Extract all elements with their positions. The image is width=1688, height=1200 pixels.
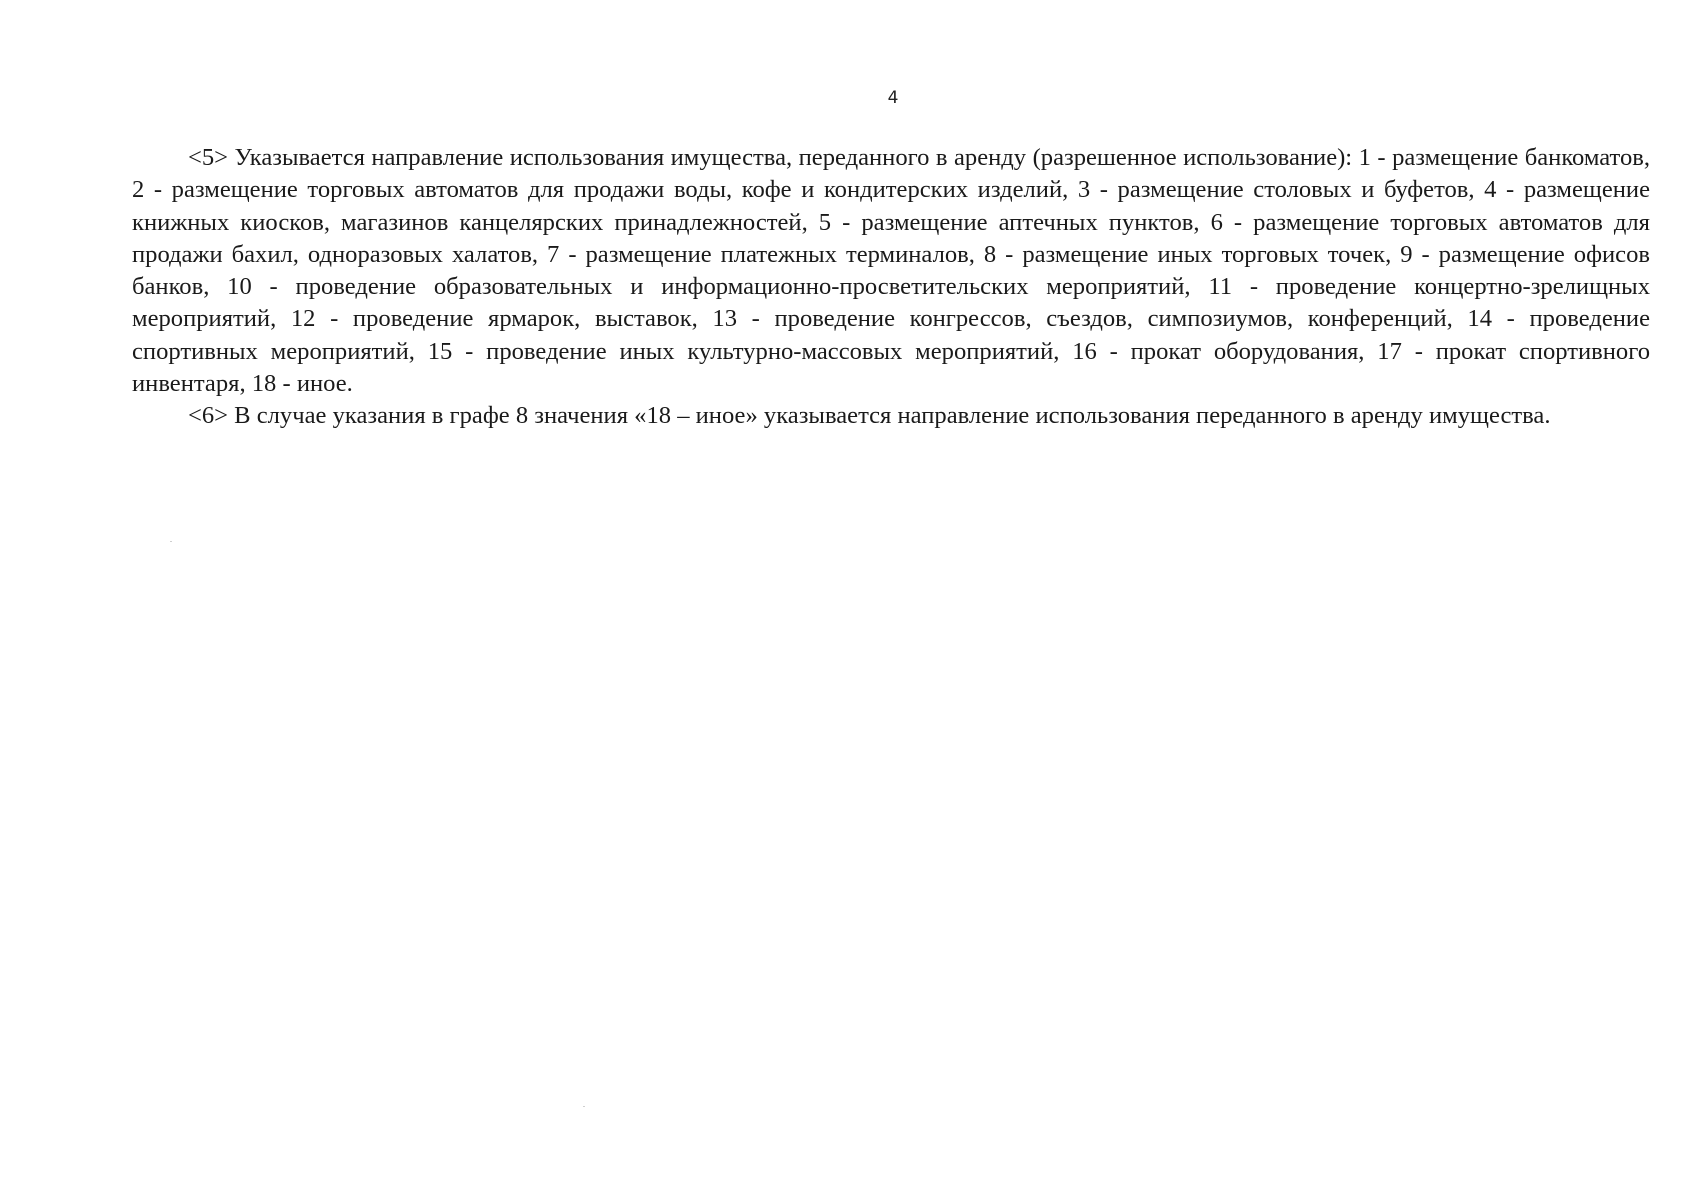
footnote-5: <5> Указывается направление использования имущества, переданного в аренду (разрешенное использование): 1 - размещение банкоматов, 2 - размещение торговых автоматов для продажи воды, кофе и кондитерских изделий, 3 - размещение столовых и буфетов, 4 - размещение книжных киосков, магазинов канцелярских принадлежностей, 5 - размещение аптечных пунктов, 6 - размещение торговых автоматов для продажи бахил, одноразовых халатов, 7 - размещение платежных терминалов, 8 - размещение иных торговых точек, 9 - размещение офисов банков, 10 - проведение образовательных и информационно-просветительских мероприятий, 11 - проведение концертно-зрелищных мероприятий, 12 - проведение ярмарок, выставок, 13 - проведение конгрессов, съездов, симпозиумов, конференций, 14 - проведение спортивных мероприятий, 15 - проведение иных культурно-массовых мероприятий, 16 - прокат оборудования, 17 - прокат спортивного инвентаря, 18 - иное. — [132, 144, 1650, 398]
footnote-6: <6> В случае указания в графе 8 значения «18 – иное» указывается направление использования переданного в аренду имущества. — [188, 402, 1551, 430]
scan-speck — [170, 541, 172, 542]
page-number: 4 — [887, 88, 899, 108]
scan-speck — [583, 1106, 585, 1107]
footnotes-section — [132, 142, 1650, 433]
